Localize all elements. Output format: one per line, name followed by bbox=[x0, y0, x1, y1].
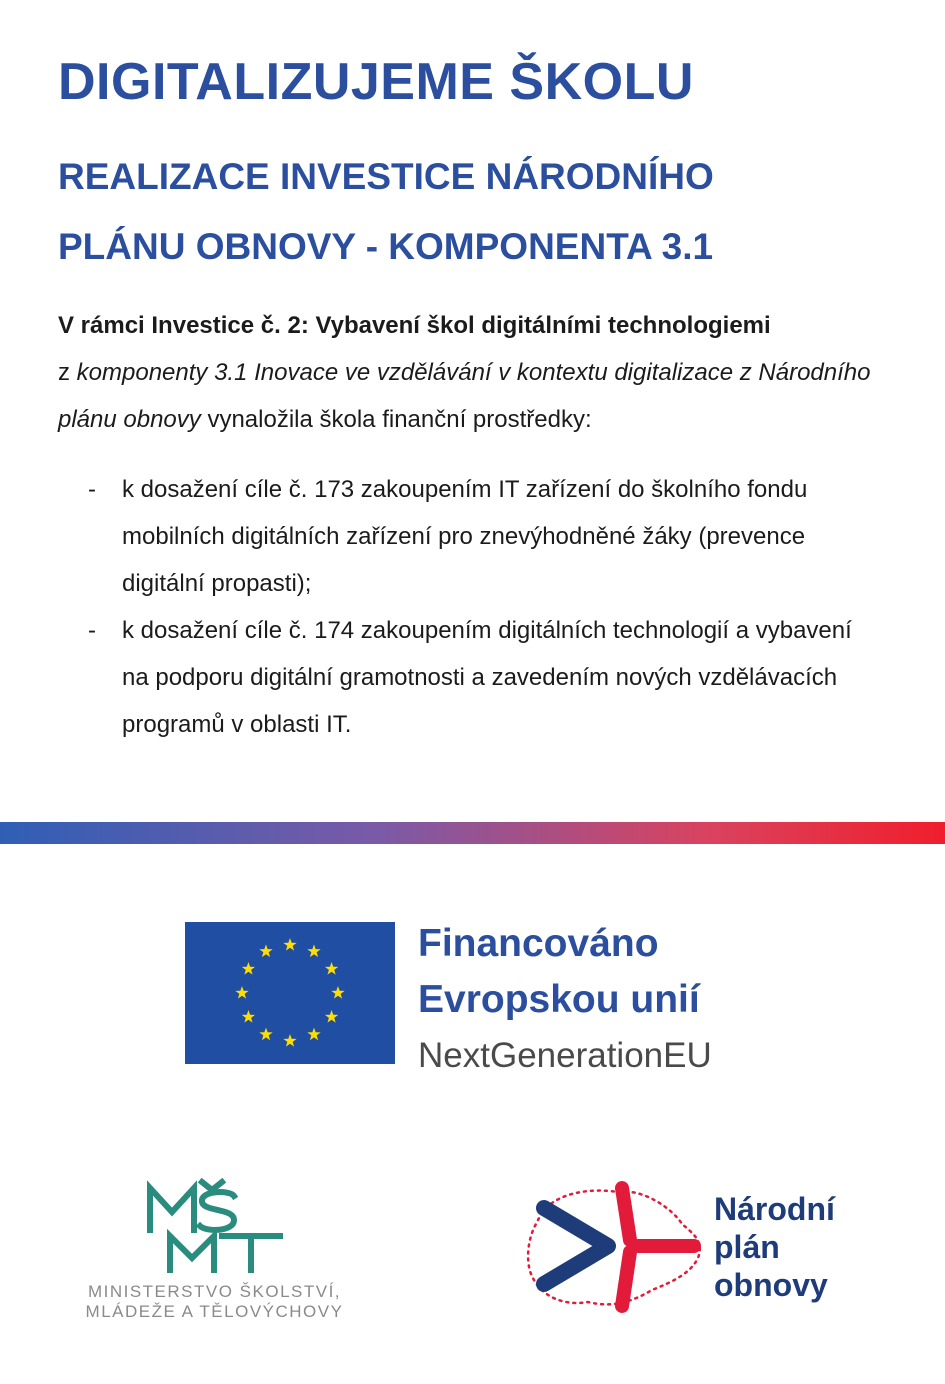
npo-name-line-3: obnovy bbox=[714, 1267, 828, 1303]
gradient-divider bbox=[0, 822, 945, 844]
intro-prefix: z bbox=[58, 359, 77, 386]
msmt-logo-icon bbox=[140, 1178, 290, 1276]
goal-list bbox=[88, 466, 878, 748]
next-generation-eu-line: NextGenerationEU bbox=[418, 1036, 712, 1075]
list-dash: - bbox=[88, 476, 96, 503]
list-item-text: k dosažení cíle č. 173 zakoupením IT zařízení do školního fondu mobilních digitálních zařízení pro znevýhodněné žáky (prevence digitální propasti); bbox=[122, 476, 808, 597]
npo-name bbox=[714, 1190, 835, 1304]
npo-asterisk bbox=[622, 1188, 694, 1306]
list-item-text: k dosažení cíle č. 174 zakoupením digitálních technologií a vybavení na podporu digitální gramotnosti a zavedením nových vzdělávacích programů v oblasti IT. bbox=[122, 617, 852, 738]
npo-name-line-1: Národní bbox=[714, 1191, 835, 1227]
subtitle-line-2: PLÁNU OBNOVY - KOMPONENTA 3.1 bbox=[58, 226, 714, 267]
eu-funding-text bbox=[418, 916, 712, 1084]
subtitle-line-1: REALIZACE INVESTICE NÁRODNÍHO bbox=[58, 156, 714, 197]
intro-suffix: vynaložila škola finanční prostředky: bbox=[200, 406, 592, 433]
list-item bbox=[88, 466, 878, 607]
eu-flag-icon bbox=[185, 922, 395, 1064]
page-subtitle bbox=[58, 142, 714, 282]
list-dash: - bbox=[88, 617, 96, 644]
npo-name-line-2: plán bbox=[714, 1229, 780, 1265]
list-item bbox=[88, 607, 878, 748]
msmt-name-line-2: MLÁDEŽE A TĚLOVÝCHOVY bbox=[85, 1302, 344, 1321]
eu-union-line: Evropskou unií bbox=[418, 978, 700, 1021]
intro-italic-text: komponenty 3.1 Inovace ve vzdělávání v kontextu digitalizace z Národního plánu obnovy bbox=[58, 359, 871, 433]
intro-bold-text: V rámci Investice č. 2: Vybavení škol digitálními technologiemi bbox=[58, 312, 771, 339]
intro-paragraph bbox=[58, 302, 898, 443]
npo-logo-icon bbox=[522, 1178, 708, 1318]
eu-funded-line: Financováno bbox=[418, 922, 659, 965]
page-title: DIGITALIZUJEME ŠKOLU bbox=[58, 53, 694, 111]
msmt-name-line-1: MINISTERSTVO ŠKOLSTVÍ, bbox=[87, 1282, 342, 1301]
msmt-name bbox=[62, 1282, 367, 1322]
npo-chevron bbox=[544, 1208, 608, 1284]
